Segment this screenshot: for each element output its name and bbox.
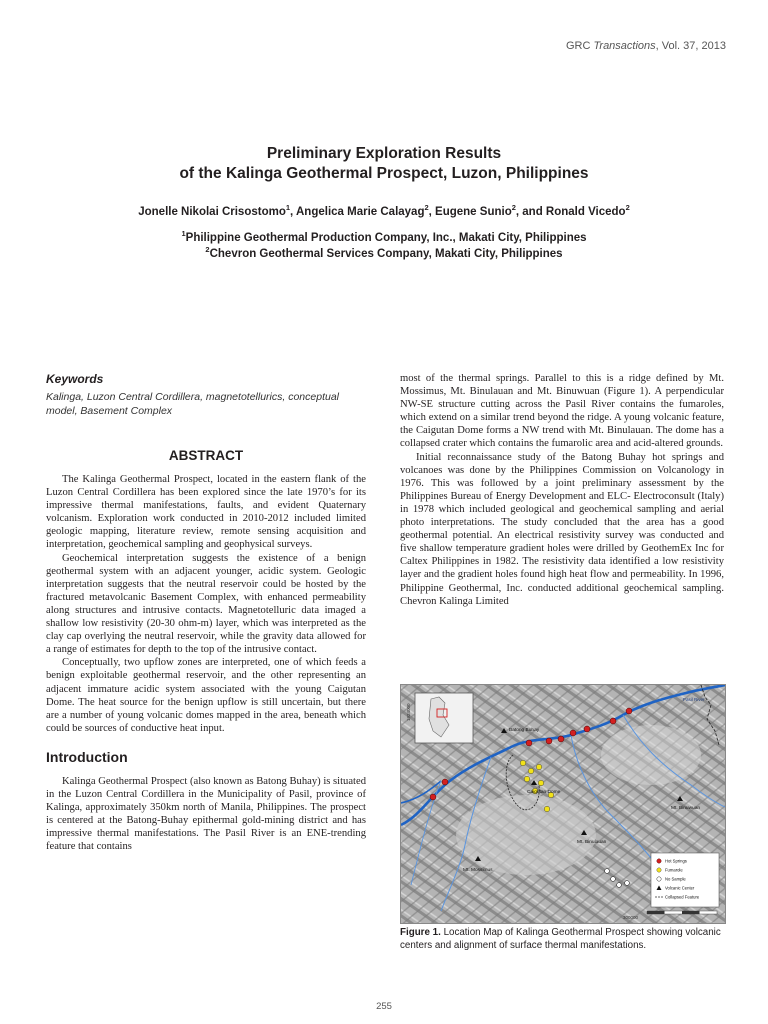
- location-map-figure: [400, 684, 726, 924]
- legend-no-sample-symbol: [657, 877, 661, 881]
- fumarole-marker: [536, 764, 542, 770]
- introduction-paragraph: Kalinga Geothermal Prospect (also known as Batong Buhay) is situated in the Luzon Central Cordillera in the Municipality of Pasil, province of Kalinga, approximately 350km north of Manila, Philippines. The prospect is centered at the Batong-Buhay epithermal gold-mining district and has impressive thermal manifestations. The Pasil River is an ENE-trending feature that contains: [46, 775, 366, 853]
- hot-spring-marker: [430, 794, 436, 800]
- scale-bar: [647, 911, 717, 914]
- figure-caption-text: Location Map of Kalinga Geothermal Prospect showing volcanic centers and alignment of surface thermal manifestations.: [400, 927, 721, 951]
- journal-italic: Transactions: [593, 40, 656, 52]
- abstract-paragraph-1: The Kalinga Geothermal Prospect, located in the eastern flank of the Luzon Central Cordillera has been explored since the late 1970’s for its impressive thermal manifestations, faults, and evident Quaternary volcanism. Exploration work conducted in 2010-2012 included limited geologic mapping, literature review, remote sensing acquisition and interpretation, geochemical sampling and geophysical surveys.: [46, 474, 366, 551]
- author-2-sup: 2: [424, 203, 429, 213]
- title-line-1: Preliminary Exploration Results: [266, 145, 502, 162]
- fumarole-marker: [544, 806, 550, 812]
- fumarole-marker: [520, 760, 526, 766]
- hot-spring-marker: [442, 779, 448, 785]
- abstract-paragraph-3: Conceptually, two upflow zones are interpreted, one of which feeds a benign exploitable geothermal reservoir, and the other representing an adjacent immature acidic system associated with the young Caigutan Dome. The heat source for the benign upflow is still uncertain, but there are a number of young volcanic domes mapped in the area, beneath which could be sources of conductive heat input.: [46, 657, 366, 734]
- scale-bar-segment: [647, 911, 665, 914]
- legend-item-no-sample: No Sample: [665, 876, 686, 882]
- hot-spring-marker: [584, 726, 590, 732]
- hot-spring-marker: [546, 738, 552, 744]
- introduction-heading: Introduction: [46, 748, 128, 765]
- label-mt-binuwuan: Mt. Binuwuan: [671, 806, 701, 811]
- right-paragraph-2: Initial reconnaissance study of the Batong Buhay hot springs and volcanoes was done by the Philippines Commission on Volcanology in 1976. This was followed by a joint preliminary assessment by the Philippines Bureau of Energy Development and ELC- Electroconsult (Italy) in 1978 which included geological and geochemical sampling and aerial photo interpretations. The study concluded that the area has a good geothermal potential. An electrical resistivity survey was conducted and five shallow temperature gradient holes were drilled by GeothemEx Inc for Caltex Philippines in 1982. The resistivity data identified a low resistivity layer and the gradient holes found high heat flow and permeability. In 1996, Philippine Geothermal, Inc. conducted additional geochemical sampling. Chevron Kalinga Limited: [400, 451, 724, 607]
- author-list: [0, 204, 768, 220]
- abstract-paragraph-2: Geochemical interpretation suggests the existence of a benign geothermal system with an adjacent younger, acidic system. Geologic interpretation suggests that the neutral reservoir could be hosted by the fractured metavolcanic Basement Complex, with enhanced permeability along structures and intrusive contacts. Magnetotelluric data imaged a shallow low resistivity (20-30 ohm-m) layer, which was interpreted as the clay cap overlying the neutral reservoir, while the gravity data allowed for a range of estimates for depth to the top of the intrusive contact.: [46, 552, 366, 656]
- author-3: Eugene Sunio: [435, 206, 512, 218]
- hot-spring-marker: [526, 740, 532, 746]
- running-header: [566, 40, 726, 52]
- author-4: Ronald Vicedo: [545, 206, 626, 218]
- legend-hot-spring-symbol: [657, 859, 661, 863]
- affiliations: [0, 230, 768, 262]
- x-coordinate-label: 300000: [623, 915, 639, 920]
- legend-item-hot-springs: Hot Springs: [665, 858, 687, 864]
- fumarole-marker: [524, 776, 530, 782]
- right-continuation-paragraph: most of the thermal springs. Parallel to this is a ridge defined by Mt. Mossimus, Mt. Binulauan and Mt. Binuwuan (Figure 1). A perpendicular NW-SE structure cutting across the Pasil River contains the fumaroles, which extend on a similar trend beyond the ridge. A young volcanic feature, the Caigutan Dome forms a NW trend with Mt. Binulauan. The dome has a collapsed crater which contains the fumarolic area and acid-altered grounds.: [400, 373, 724, 450]
- pasil-river-label: Pasil River: [683, 697, 705, 702]
- title-line-2: of the Kalinga Geothermal Prospect, Luzon, Philippines: [179, 165, 589, 182]
- y-coordinate-label: 1924000: [406, 703, 411, 721]
- author-1: Jonelle Nikolai Crisostomo: [138, 206, 286, 218]
- affiliation-2: [0, 246, 768, 262]
- scale-bar-segment: [682, 911, 700, 914]
- author-sep: ,: [428, 206, 436, 218]
- author-sep: , and: [515, 206, 546, 218]
- fumarole-marker: [528, 768, 534, 774]
- left-column: [46, 372, 366, 853]
- no-sample-marker: [617, 883, 622, 888]
- hot-spring-marker: [626, 708, 632, 714]
- affiliation-1-sup: 1: [181, 229, 186, 239]
- valley-area: [456, 795, 596, 875]
- figure-caption: [400, 926, 724, 952]
- journal-name: GRC: [565, 40, 591, 52]
- label-mt-mossimus: Mt. Mossimus: [463, 868, 493, 873]
- no-sample-marker: [605, 869, 610, 874]
- legend-item-collapsed-feature: Collapsed Feature: [665, 894, 700, 900]
- abstract-heading: ABSTRACT: [168, 448, 244, 463]
- author-1-sup: 1: [285, 203, 291, 213]
- author-3-sup: 2: [511, 203, 516, 213]
- label-batong-buhay: Batong Buhay: [509, 728, 540, 733]
- location-map: [401, 685, 725, 923]
- no-sample-marker: [625, 881, 630, 886]
- label-mt-binulauan: Mt. Binulauan: [577, 840, 607, 845]
- fumarole-marker: [538, 780, 544, 786]
- journal-volume: , Vol. 37, 2013: [655, 40, 726, 52]
- affiliation-2-text: Chevron Geothermal Services Company, Makati City, Philippines: [209, 248, 563, 260]
- ridge-area: [601, 725, 701, 785]
- no-sample-marker: [611, 877, 616, 882]
- legend-item-volcanic-center: Volcanic Center: [665, 885, 695, 891]
- hot-spring-marker: [570, 730, 576, 736]
- hot-spring-marker: [610, 718, 616, 724]
- page-number: 255: [376, 1001, 392, 1012]
- label-caigutan-dome: Caigutan Dome: [527, 790, 561, 795]
- affiliation-2-sup: 2: [205, 245, 210, 255]
- affiliation-1-text: Philippine Geothermal Production Company, Inc., Makati City, Philippines: [185, 232, 587, 244]
- author-2: Angelica Marie Calayag: [296, 206, 425, 218]
- keywords-heading: Keywords: [46, 372, 104, 386]
- affiliation-1: [0, 230, 768, 246]
- legend-fumarole-symbol: [657, 868, 661, 872]
- hot-spring-marker: [558, 736, 564, 742]
- paper-title: [0, 144, 768, 184]
- author-sep: ,: [290, 206, 296, 218]
- map-legend: [651, 853, 719, 907]
- author-4-sup: 2: [625, 203, 630, 213]
- legend-item-fumarole: Fumarole: [665, 867, 683, 873]
- keywords-text: Kalinga, Luzon Central Cordillera, magnetotellurics, conceptual model, Basement Complex: [46, 391, 339, 417]
- figure-caption-label: Figure 1.: [400, 927, 441, 938]
- right-column: [400, 372, 724, 608]
